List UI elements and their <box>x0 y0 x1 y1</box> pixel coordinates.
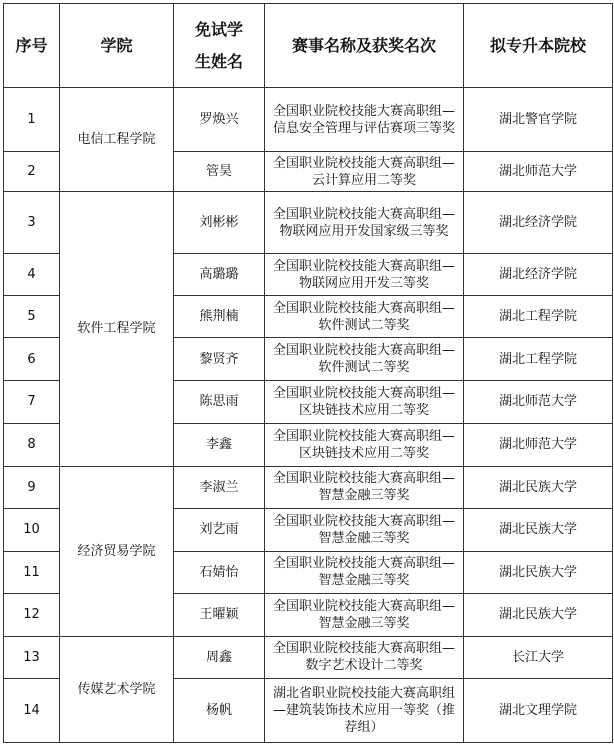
row-no: 14 <box>4 678 60 742</box>
header-award: 赛事名称及获奖名次 <box>265 4 464 88</box>
student-name: 杨帆 <box>174 678 265 742</box>
target-school: 湖北工程学院 <box>464 338 613 381</box>
header-target-school: 拟专升本院校 <box>464 4 613 88</box>
student-name: 刘艺雨 <box>174 508 265 551</box>
award-cell: 全国职业院校技能大赛高职组—云计算应用二等奖 <box>265 152 464 192</box>
target-school: 湖北经济学院 <box>464 192 613 254</box>
award-cell: 全国职业院校技能大赛高职组—区块链技术应用二等奖 <box>265 423 464 466</box>
student-name: 管昊 <box>174 152 265 192</box>
student-name: 石婧怡 <box>174 551 265 593</box>
award-cell: 全国职业院校技能大赛高职组—智慧金融三等奖 <box>265 508 464 551</box>
college-cell: 软件工程学院 <box>60 192 174 466</box>
student-name: 黎贤齐 <box>174 338 265 381</box>
college-cell: 传媒艺术学院 <box>60 636 174 742</box>
header-college: 学院 <box>60 4 174 88</box>
award-cell: 全国职业院校技能大赛高职组—软件测试二等奖 <box>265 296 464 338</box>
table-row <box>4 636 613 678</box>
table-row <box>4 88 613 152</box>
row-no: 10 <box>4 508 60 551</box>
award-cell: 全国职业院校技能大赛高职组—数字艺术设计二等奖 <box>265 636 464 678</box>
student-name: 王曜颖 <box>174 593 265 636</box>
row-no: 6 <box>4 338 60 381</box>
college-cell: 电信工程学院 <box>60 88 174 192</box>
header-student-name: 免试学生姓名 <box>174 4 265 88</box>
award-cell: 全国职业院校技能大赛高职组—软件测试二等奖 <box>265 338 464 381</box>
target-school: 湖北警官学院 <box>464 88 613 152</box>
college-cell: 经济贸易学院 <box>60 466 174 636</box>
award-cell: 全国职业院校技能大赛高职组—智慧金融三等奖 <box>265 551 464 593</box>
header-no: 序号 <box>4 4 60 88</box>
exemption-table <box>3 3 613 743</box>
student-name: 熊荆楠 <box>174 296 265 338</box>
target-school: 湖北师范大学 <box>464 381 613 423</box>
award-cell: 全国职业院校技能大赛高职组—智慧金融三等奖 <box>265 466 464 508</box>
student-name: 刘彬彬 <box>174 192 265 254</box>
table-row <box>4 192 613 254</box>
target-school: 湖北民族大学 <box>464 593 613 636</box>
award-cell: 全国职业院校技能大赛高职组—区块链技术应用二等奖 <box>265 381 464 423</box>
target-school: 湖北师范大学 <box>464 152 613 192</box>
table-row <box>4 466 613 508</box>
award-cell: 全国职业院校技能大赛高职组—物联网应用开发国家级三等奖 <box>265 192 464 254</box>
award-cell: 全国职业院校技能大赛高职组—信息安全管理与评估赛项三等奖 <box>265 88 464 152</box>
row-no: 13 <box>4 636 60 678</box>
row-no: 2 <box>4 152 60 192</box>
student-name: 高璐璐 <box>174 254 265 296</box>
row-no: 7 <box>4 381 60 423</box>
target-school: 湖北师范大学 <box>464 423 613 466</box>
student-name: 罗焕兴 <box>174 88 265 152</box>
row-no: 4 <box>4 254 60 296</box>
target-school: 湖北民族大学 <box>464 508 613 551</box>
header-row <box>4 4 613 88</box>
student-name: 李鑫 <box>174 423 265 466</box>
student-name: 陈思雨 <box>174 381 265 423</box>
target-school: 长江大学 <box>464 636 613 678</box>
award-cell: 全国职业院校技能大赛高职组—物联网应用开发三等奖 <box>265 254 464 296</box>
award-cell: 湖北省职业院校技能大赛高职组—建筑装饰技术应用一等奖（推荐组） <box>265 678 464 742</box>
row-no: 11 <box>4 551 60 593</box>
row-no: 9 <box>4 466 60 508</box>
target-school: 湖北工程学院 <box>464 296 613 338</box>
target-school: 湖北经济学院 <box>464 254 613 296</box>
student-name: 李淑兰 <box>174 466 265 508</box>
target-school: 湖北文理学院 <box>464 678 613 742</box>
row-no: 8 <box>4 423 60 466</box>
award-cell: 全国职业院校技能大赛高职组—智慧金融三等奖 <box>265 593 464 636</box>
target-school: 湖北民族大学 <box>464 466 613 508</box>
row-no: 5 <box>4 296 60 338</box>
row-no: 12 <box>4 593 60 636</box>
row-no: 3 <box>4 192 60 254</box>
student-name: 周鑫 <box>174 636 265 678</box>
row-no: 1 <box>4 88 60 152</box>
target-school: 湖北民族大学 <box>464 551 613 593</box>
